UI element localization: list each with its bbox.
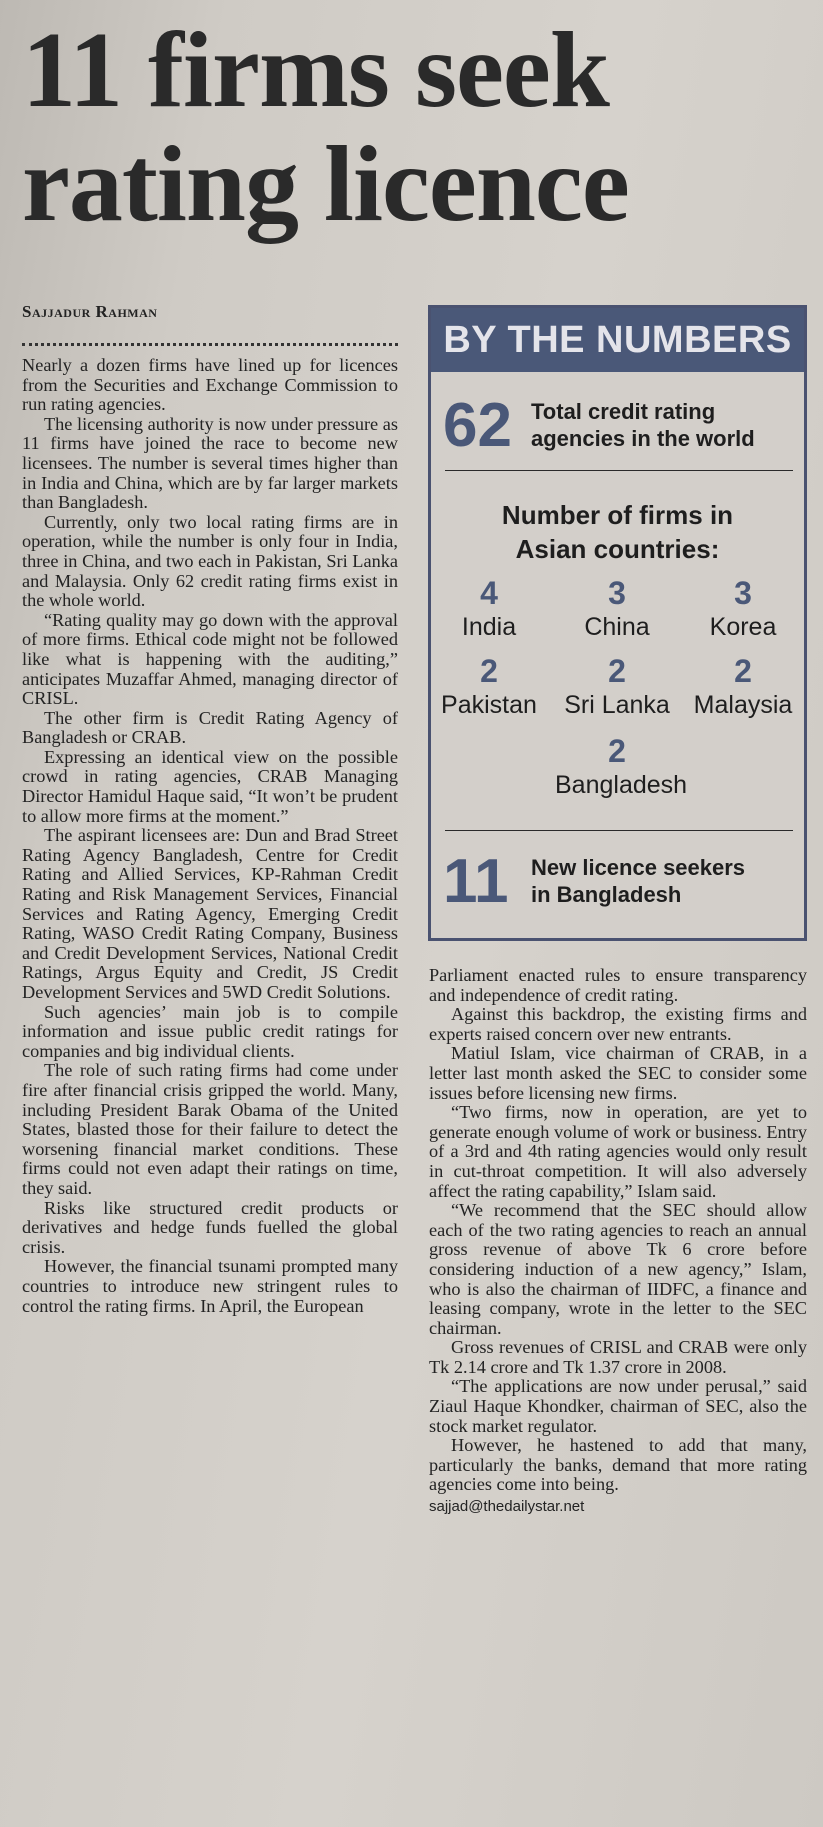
by-the-numbers-box bbox=[428, 305, 807, 941]
country-count: 3 bbox=[608, 575, 626, 611]
paragraph: The licensing authority is now under pressure as 11 firms have joined the race to become new licensees. The number is several times higher than in India and China, which are by far larger markets than Bangladesh. bbox=[22, 413, 398, 513]
total-agencies-stat bbox=[443, 386, 795, 466]
stat-number: 11 bbox=[443, 847, 509, 916]
country-count: 4 bbox=[480, 575, 498, 611]
country-name: China bbox=[584, 613, 650, 641]
country-count: 2 bbox=[480, 653, 498, 689]
paragraph: “Two firms, now in operation, are yet to generate enough volume of work or business. Entry of a 3rd and 4th rating agencies would only result in cut-throat competition. It will also adversely affect the rating capability,” Islam said. bbox=[429, 1102, 807, 1201]
asian-countries-heading bbox=[431, 498, 804, 566]
headline: 11 firms seek rating licence bbox=[22, 11, 629, 244]
paragraph: However, the financial tsunami prompted many countries to introduce new stringent rules to control the rating firms. In April, the European bbox=[22, 1256, 398, 1316]
country-pakistan bbox=[427, 652, 551, 720]
paragraph: Against this backdrop, the existing firms and experts raised concern over new entrants. bbox=[429, 1004, 807, 1044]
paragraph: Parliament enacted rules to ensure transparency and independence of credit rating. bbox=[429, 965, 807, 1005]
paragraph: However, he hastened to add that many, particularly the banks, demand that more rating agencies come into being. bbox=[429, 1435, 807, 1495]
byline: Sajjadur Rahman bbox=[22, 302, 158, 321]
paragraph: “We recommend that the SEC should allow each of the two rating agencies to reach an annual gross revenue of above Tk 6 crore before considering induction of a new agency,” Islam, who is also the chairman of IIDFC, a finance and leasing company, wrote in the letter to the SEC chairman. bbox=[429, 1200, 807, 1338]
paragraph: “Rating quality may go down with the approval of more firms. Ethical code might not be followed like what is happening with the auditing,” anticipates Muzaffar Ahmed, managing director of CRISL. bbox=[22, 609, 398, 709]
divider bbox=[445, 830, 793, 831]
country-name: Korea bbox=[709, 613, 777, 641]
stat-label bbox=[531, 398, 755, 452]
paragraph: Gross revenues of CRISL and CRAB were only Tk 2.14 crore and Tk 1.37 crore in 2008. bbox=[429, 1337, 807, 1377]
stat-label bbox=[531, 854, 745, 908]
divider bbox=[445, 470, 793, 471]
article-column-2 bbox=[429, 966, 807, 1517]
paragraph: “The applications are now under perusal,” said Ziaul Haque Khondker, chairman of SEC, also the stock market regulator. bbox=[429, 1376, 807, 1436]
country-malaysia bbox=[681, 652, 805, 720]
paragraph: Currently, only two local rating firms are in operation, while the number is only four in India, three in China, and two each in Pakistan, Sri Lanka and Malaysia. Only 62 credit rating firms exist in the whole world. bbox=[22, 511, 398, 611]
country-count: 2 bbox=[734, 653, 752, 689]
country-name: Bangladesh bbox=[555, 771, 688, 799]
paragraph: The role of such rating firms had come under fire after financial crisis gripped the world. Many, including President Barak Obama of the United States, blasted those for their failure to detect the worsening financial market conditions. These firms could not even adapt their ratings on time, they said. bbox=[22, 1060, 398, 1198]
country-name: Sri Lanka bbox=[564, 691, 670, 719]
country-bangladesh bbox=[555, 732, 688, 800]
stat-label-line: in Bangladesh bbox=[531, 882, 682, 907]
country-count: 2 bbox=[608, 653, 626, 689]
country-india bbox=[427, 574, 551, 642]
byline-divider bbox=[22, 343, 398, 346]
country-name: India bbox=[461, 613, 517, 641]
country-korea bbox=[681, 574, 805, 642]
paragraph: Nearly a dozen firms have lined up for licences from the Securities and Exchange Commission to run rating agencies. bbox=[22, 355, 398, 415]
country-sri-lanka bbox=[555, 652, 679, 720]
author-email: sajjad@thedailystar.net bbox=[429, 1498, 585, 1516]
stat-number: 62 bbox=[443, 391, 512, 460]
stat-label-line: agencies in the world bbox=[531, 426, 755, 451]
country-name: Pakistan bbox=[441, 691, 537, 719]
heading-line: Asian countries: bbox=[515, 534, 720, 564]
country-name: Malaysia bbox=[693, 691, 793, 719]
stat-label-line: Total credit rating bbox=[531, 399, 716, 424]
country-china bbox=[555, 574, 679, 642]
article-column-1 bbox=[22, 356, 398, 1316]
paragraph: Matiul Islam, vice chairman of CRAB, in a letter last month asked the SEC to consider some issues before licensing new firms. bbox=[429, 1043, 807, 1103]
paragraph: The other firm is Credit Rating Agency of Bangladesh or CRAB. bbox=[22, 707, 398, 748]
heading-line: Number of firms in bbox=[501, 500, 734, 530]
paragraph: Risks like structured credit products or derivatives and hedge funds fuelled the global crisis. bbox=[22, 1197, 398, 1257]
licence-seekers-stat bbox=[443, 842, 795, 922]
paragraph: Expressing an identical view on the possible crowd in rating agencies, CRAB Managing Director Hamidul Haque said, “It won’t be prudent to allow more firms at the moment.” bbox=[22, 746, 398, 826]
paragraph: The aspirant licensees are: Dun and Brad Street Rating Agency Bangladesh, Centre for Credit Rating and Allied Services, KP-Rahman Credit Rating and Risk Management Services, Financial Services and Rating Agency, Emerging Credit Rating, WASO Credit Rating Company, Business and Credit Development Services, National Credit Ratings, Argus Equity and Credit, JS Credit Development Services and 5WD Credit Solutions. bbox=[22, 825, 398, 1002]
country-count: 3 bbox=[734, 575, 752, 611]
stat-label-line: New licence seekers bbox=[531, 855, 746, 880]
box-title: BY THE NUMBERS bbox=[431, 308, 804, 372]
country-count: 2 bbox=[608, 733, 626, 769]
paragraph: Such agencies’ main job is to compile information and issue public credit ratings for companies and big individual clients. bbox=[22, 1001, 398, 1061]
